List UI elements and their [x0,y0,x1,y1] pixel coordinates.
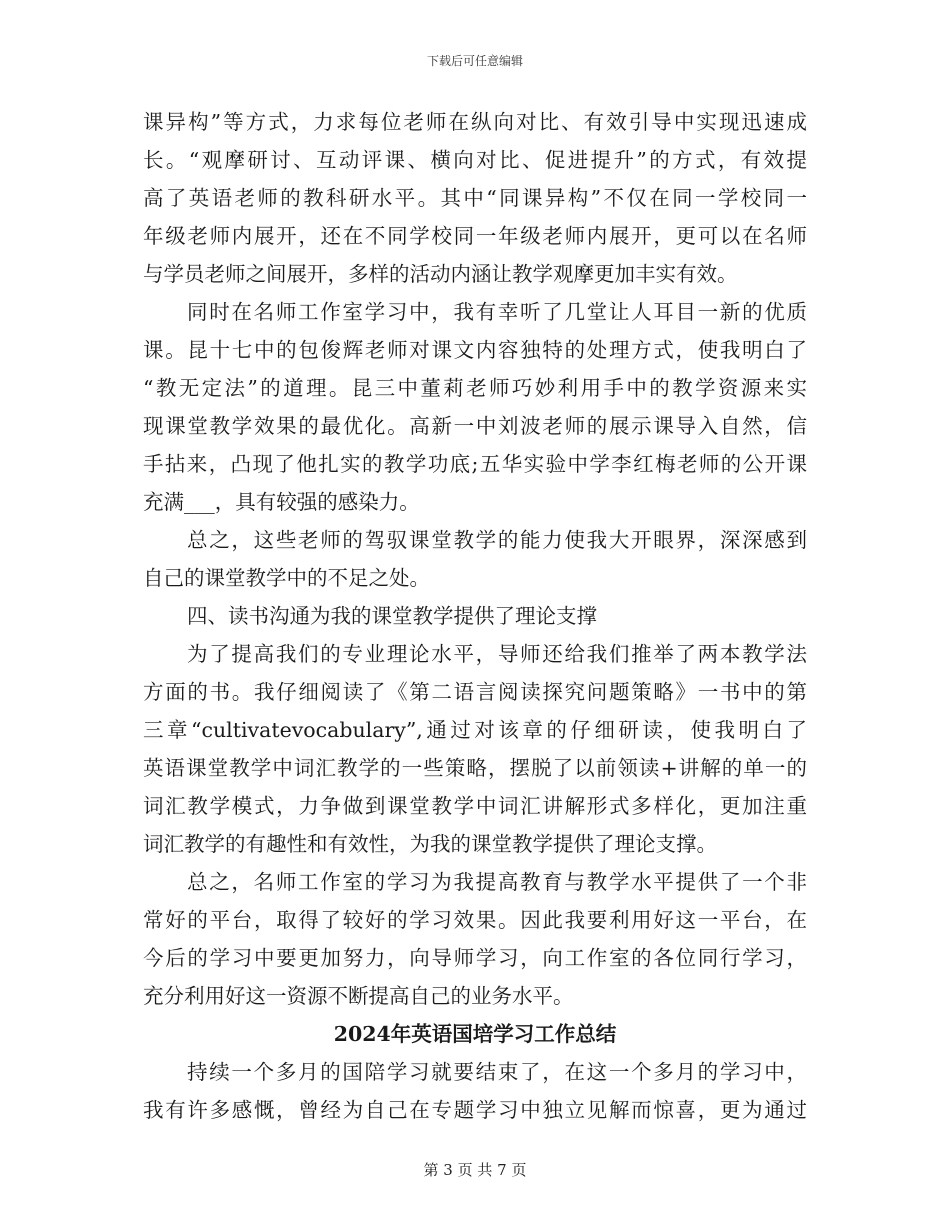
body-line: 我有许多感慨，曾经为自己在专题学习中独立见解而惊喜，更为通过 [143,1098,807,1122]
body-line: 手拈来，凸现了他扎实的教学功底;五华实验中学李红梅老师的公开课 [143,452,807,476]
body-line: 与学员老师之间展开，多样的活动内涵让教学观摩更加丰实有效。 [143,262,738,286]
body-line: 总之，名师工作室的学习为我提高教育与教学水平提供了一个非 [187,870,807,894]
body-line: 常好的平台，取得了较好的学习效果。因此我要利用好这一平台，在 [143,908,807,932]
body-line: 自己的课堂教学中的不足之处。 [143,566,430,590]
body-line: 课。昆十七中的包俊辉老师对课文内容独特的处理方式，使我明白了 [143,338,807,362]
body-line: 充分利用好这一资源不断提高自己的业务水平。 [143,984,574,1008]
body-line: 现课堂教学效果的最优化。高新一中刘波老师的展示课导入自然，信 [143,414,807,438]
body-line: 英语课堂教学中词汇教学的一些策略，摆脱了以前领读+讲解的单一的 [143,756,807,780]
section-heading: 四、读书沟通为我的课堂教学提供了理论支撑 [187,604,597,628]
document-title: 2024年英语国培学习工作总结 [333,1022,617,1046]
body-line: 课异构”等方式，力求每位老师在纵向对比、有效引导中实现迅速成 [143,110,807,134]
document-body [143,103,807,1129]
body-line: 为了提高我们的专业理论水平，导师还给我们推举了两本教学法 [187,642,807,666]
body-line: 词汇教学的有趣性和有效性，为我的课堂教学提供了理论支撑。 [143,832,717,856]
body-line: 总之，这些老师的驾驭课堂教学的能力使我大开眼界，深深感到 [187,528,807,552]
body-line: 今后的学习中要更加努力，向导师学习，向工作室的各位同行学习， [143,946,807,970]
body-line: “教无定法”的道理。昆三中董莉老师巧妙利用手中的教学资源来实 [143,376,807,400]
body-line: 持续一个多月的国陪学习就要结束了，在这一个多月的学习中， [187,1060,807,1084]
body-line: 同时在名师工作室学习中，我有幸听了几堂让人耳目一新的优质 [187,300,807,324]
body-line: 长。“观摩研讨、互动评课、横向对比、促进提升”的方式，有效提 [143,148,807,172]
body-line: 高了英语老师的教科研水平。其中“同课异构”不仅在同一学校同一 [143,186,807,210]
body-line: 方面的书。我仔细阅读了《第二语言阅读探究问题策略》一书中的第 [143,680,807,704]
body-line: 充满___，具有较强的感染力。 [143,490,420,514]
page-number: 第 3 页 共 7 页 [423,1161,527,1179]
body-line: 三章“cultivatevocabulary”,通过对该章的仔细研读，使我明白了 [143,718,807,742]
page-header-note: 下载后可任意编辑 [426,54,523,68]
body-line: 词汇教学模式，力争做到课堂教学中词汇讲解形式多样化，更加注重 [143,794,807,818]
body-line: 年级老师内展开，还在不同学校同一年级老师内展开，更可以在名师 [143,224,807,248]
